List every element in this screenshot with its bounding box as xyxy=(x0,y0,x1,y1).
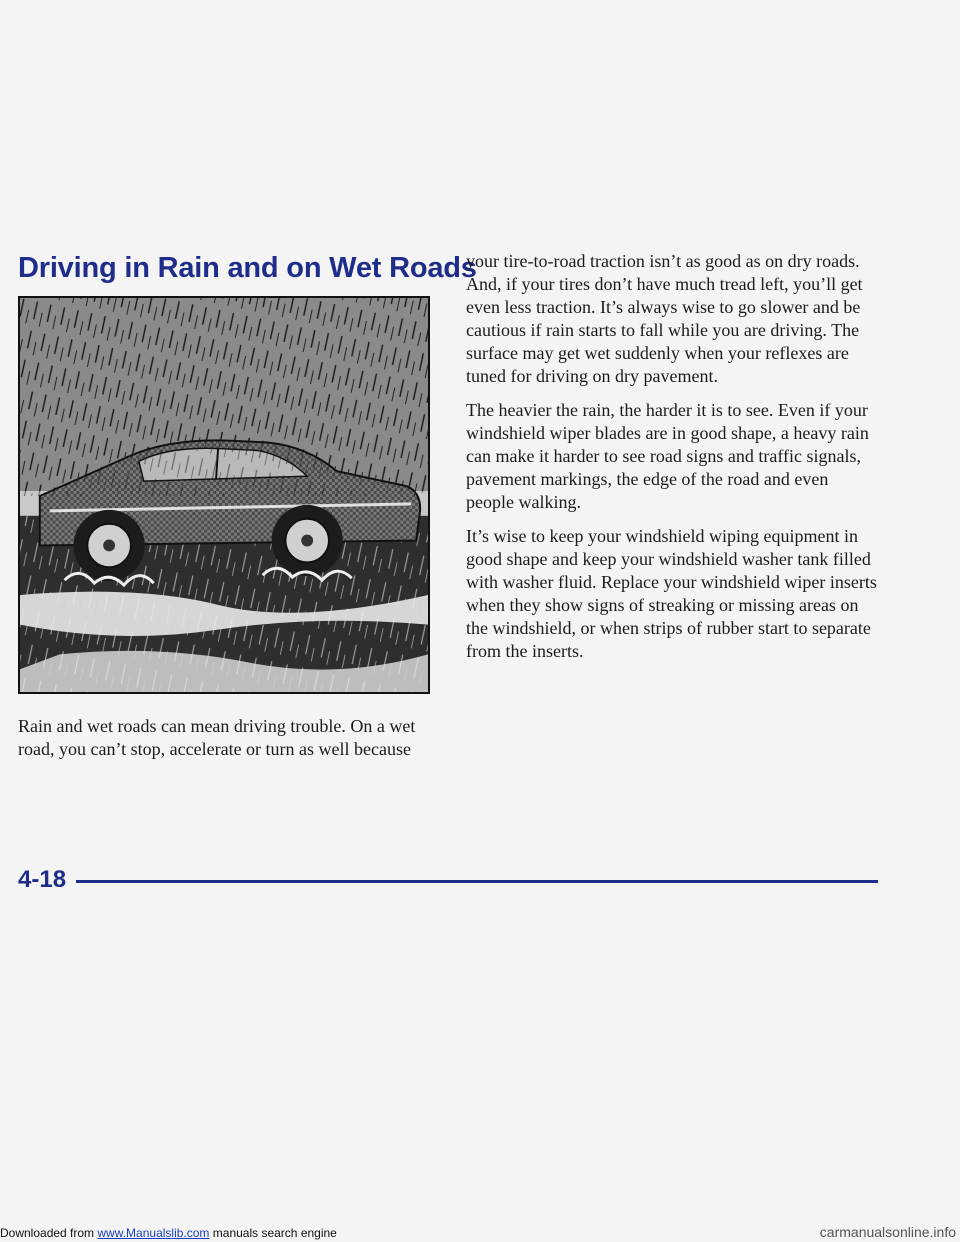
body-paragraph: The heavier the rain, the harder it is to see. Even if your windshield wiper blades are in good shape, a heavy rain can make it harder to see road signs and traffic signals, pavement markings, the edge of the road and even people walking. xyxy=(466,400,869,512)
watermark-right: carmanualsonline.info xyxy=(819,1224,956,1240)
page-number: 4-18 xyxy=(18,866,67,893)
footer-divider xyxy=(76,880,878,883)
body-paragraph: Rain and wet roads can mean driving trouble. On a wet road, you can’t stop, accelerate or turn as well because xyxy=(18,716,416,759)
right-column xyxy=(466,250,878,674)
left-column xyxy=(18,715,438,761)
page-title: Driving in Rain and on Wet Roads xyxy=(18,252,477,284)
rain-car-illustration xyxy=(18,296,430,694)
body-paragraph: It’s wise to keep your windshield wiping equipment in good shape and keep your windshield washer tank filled with washer fluid. Replace your windshield wiper inserts when they show signs of streaking or missing areas on the windshield, or when strips of rubber start to separate from the inserts. xyxy=(466,526,877,661)
watermark-suffix: manuals search engine xyxy=(209,1226,337,1240)
body-paragraph: your tire-to-road traction isn’t as good as on dry roads. And, if your tires don’t have much tread left, you’ll get even less traction. It’s always wise to go slower and be cautious if rain starts to fall while you are driving. The surface may get wet suddenly when your reflexes are tuned for driving on dry pavement. xyxy=(466,251,863,386)
illustration-svg xyxy=(20,298,428,692)
page-footer xyxy=(18,866,878,896)
watermark-prefix: Downloaded from xyxy=(0,1226,98,1240)
watermark-left xyxy=(0,1226,337,1240)
manualslib-link[interactable]: www.Manualslib.com xyxy=(97,1226,210,1240)
download-watermark xyxy=(0,1226,960,1242)
